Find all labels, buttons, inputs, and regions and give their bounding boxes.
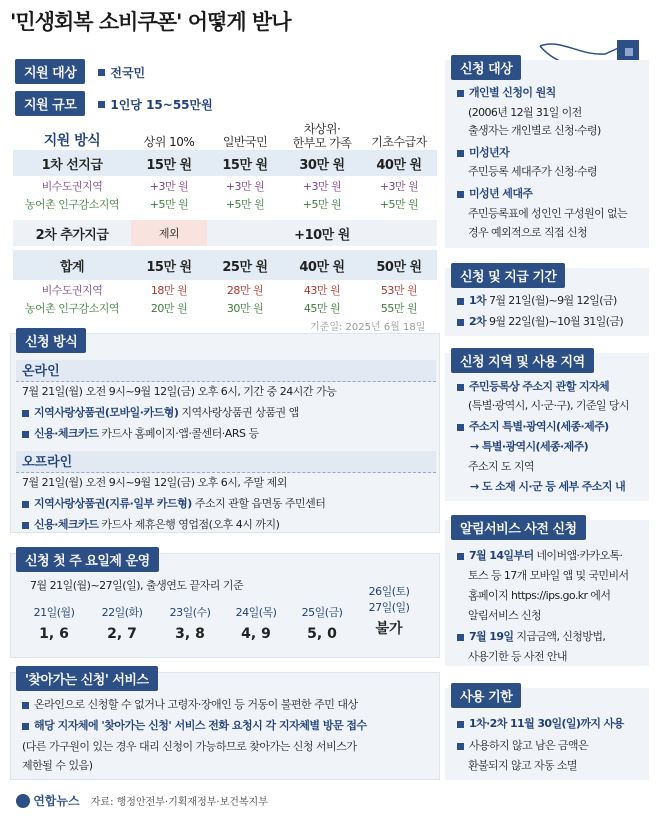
table-cell: +5만 원 — [225, 198, 265, 211]
weekday-day: 21일(월) 1, 6 — [33, 606, 75, 642]
right-region-label: 신청 지역 및 사용 지역 — [451, 348, 594, 373]
footer — [16, 792, 268, 809]
table-cell: 18만 원 — [150, 284, 188, 297]
right-period-label: 신청 및 지급 기간 — [451, 263, 565, 288]
visit-line: (다른 가구원이 있는 경우 대리 신청이 가능하므로 찾아가는 신청 서비스가 — [22, 740, 357, 753]
right-line: 주소지 특별·광역시(세종·제주) — [457, 418, 609, 434]
weekday-desc: 7월 21일(월)~27일(일), 출생연도 끝자리 기준 — [30, 579, 244, 592]
table-cell: 43만 원 — [303, 284, 341, 297]
right-line: 주민등록 세대주가 신청·수령 — [468, 165, 598, 178]
scale-label: 지원 규모 — [15, 91, 85, 116]
second-label: 2차 추가지급 — [13, 220, 131, 246]
visit-line: 제한될 수 있음) — [22, 759, 93, 772]
offline-line: 지역사랑상품권(지류·일부 카드형) 주소지 관할 읍면동 주민센터 — [22, 495, 325, 511]
col-header: 일반국민 — [222, 135, 268, 149]
support-table — [13, 120, 437, 320]
offline-line: 신용·체크카드 카드사 제휴은행 영업점(오후 4시 까지) — [22, 516, 279, 532]
table-cell: 30만 원 — [226, 302, 264, 315]
target-row — [15, 59, 145, 84]
right-line: 알림서비스 신청 — [468, 609, 542, 622]
table-cell: 15만 원 — [222, 157, 268, 173]
table-cell: +3만 원 — [302, 180, 342, 193]
table-cell: 15만 원 — [146, 157, 192, 173]
table-cell: 15만 원 — [146, 259, 192, 275]
weekday-day: 24일(목) 4, 9 — [235, 606, 277, 642]
right-line: 1차 7월 21일(월)~9월 12일(금) — [457, 292, 617, 308]
online-line: 신용·체크카드 카드사 홈페이지·앱·콜센터·ARS 등 — [22, 425, 259, 441]
table-cell: +3만 원 — [379, 180, 419, 193]
logo-text: 연합뉴스 — [33, 794, 80, 808]
right-line: 주민등록표에 성인인 구성원이 없는 — [468, 207, 628, 220]
page-title: '민생회복 소비쿠폰' 어떻게 받나 — [10, 10, 291, 34]
table-cell: 25만 원 — [222, 259, 268, 275]
right-line: → 특별·광역시(세종·제주) — [470, 440, 589, 453]
col-header: 상위 10% — [143, 135, 195, 149]
right-alarm-label: 알림서비스 사전 신청 — [451, 515, 586, 540]
right-target-label: 신청 대상 — [451, 55, 521, 80]
bullet-icon — [98, 101, 105, 108]
online-head: 온라인 — [16, 360, 436, 382]
table-cell: +5만 원 — [379, 198, 419, 211]
col-header: 기초수급자 — [371, 135, 427, 149]
target-value: 전국민 — [110, 66, 146, 80]
table-cell: +5만 원 — [149, 198, 189, 211]
right-line: 7월 19일 지급금액, 신청방법, — [457, 628, 605, 644]
table-cell: +3만 원 — [225, 180, 265, 193]
visit-line: 해당 지자체에 '찾아가는 신청' 서비스 전화 요청시 각 지자체별 방문 접수 — [22, 717, 367, 733]
right-deadline-label: 사용 기한 — [451, 683, 521, 708]
right-line: 출생자는 개인별로 신청·수령) — [468, 124, 601, 137]
table-cell: 55만 원 — [380, 302, 418, 315]
scale-row — [15, 91, 213, 116]
right-line: 환불되지 않고 자동 소멸 — [468, 759, 577, 772]
method-label: 신청 방식 — [16, 328, 86, 353]
weekday-day: 26일(토) 27일(일) 불가 — [368, 585, 410, 637]
logo-icon — [16, 794, 30, 808]
first-label: 1차 선지급 — [41, 157, 103, 173]
right-line: 1차·2차 11월 30일(일)까지 사용 — [457, 715, 624, 731]
online-line: 7월 21일(월) 오전 9시~9월 12일(금) 오후 6시, 기간 중 24시간 가능 — [22, 385, 337, 398]
weekday-day: 25일(금) 5, 0 — [301, 606, 343, 642]
target-label: 지원 대상 — [15, 59, 85, 84]
bullet-icon — [98, 69, 105, 76]
second-value: +10만 원 — [207, 220, 437, 246]
right-line: 개인별 신청이 원칙 — [457, 84, 556, 100]
table-corner: 지원 방식 — [43, 133, 101, 149]
sub-label: 비수도권지역 — [41, 180, 103, 193]
table-note: 기준일: 2025년 6월 18일 — [310, 322, 426, 333]
right-line: 미성년자 — [457, 144, 509, 160]
online-line: 지역사랑상품권(모바일·카드형) 지역사랑상품권 상품권 앱 — [22, 404, 299, 420]
right-line: 경우 예외적으로 직접 신청 — [468, 226, 587, 239]
table-cell: +5만 원 — [302, 198, 342, 211]
weekday-label: 신청 첫 주 요일제 운영 — [16, 547, 159, 572]
right-line: 7월 14일부터 네이버앱·카카오톡· — [457, 547, 622, 563]
right-line: 주민등록상 주소지 관할 지자체 — [457, 378, 609, 394]
right-line: 토스 등 17개 모바일 앱 및 국민비서 — [468, 569, 629, 582]
right-line: 주소지 도 지역 — [468, 460, 534, 473]
right-line: 홈페이지 https://ips.go.kr 에서 — [468, 589, 611, 602]
table-cell: 45만 원 — [303, 302, 341, 315]
right-line: 미성년 세대주 — [457, 185, 532, 201]
table-cell: 30만 원 — [299, 157, 345, 173]
weekday-day: 22일(화) 2, 7 — [101, 606, 143, 642]
sub-label: 농어촌 인구감소지역 — [24, 198, 120, 211]
table-cell: 20만 원 — [150, 302, 188, 315]
sub-label: 비수도권지역 — [41, 284, 103, 297]
table-cell: +3만 원 — [149, 180, 189, 193]
col-header: 차상위· 한부모 가족 — [292, 122, 352, 150]
excluded-cell: 제외 — [131, 220, 207, 246]
table-cell: 40만 원 — [376, 157, 422, 173]
visit-label: '찾아가는 신청' 서비스 — [16, 666, 158, 691]
weekday-day: 23일(수) 3, 8 — [169, 606, 211, 642]
right-line: (특별·광역시, 시·군·구), 기준일 당시 — [468, 399, 629, 412]
table-cell: 53만 원 — [380, 284, 418, 297]
right-line: 사용기한 등 사전 안내 — [468, 650, 567, 663]
offline-head: 오프라인 — [16, 451, 436, 473]
right-line: 사용하지 않고 남은 금액은 — [457, 737, 588, 753]
total-label: 합계 — [59, 259, 85, 275]
right-line: → 도 소재 시·군 등 세부 주소지 내 — [470, 480, 626, 493]
table-cell: 50만 원 — [376, 259, 422, 275]
table-cell: 28만 원 — [226, 284, 264, 297]
right-line: (2006년 12월 31일 이전 — [468, 106, 582, 119]
right-line: 2차 9월 22일(월)~10월 31일(금) — [457, 313, 623, 329]
visit-line: 온라인으로 신청할 수 없거나 고령자·장애인 등 거동이 불편한 주민 대상 — [22, 696, 358, 712]
sub-label: 농어촌 인구감소지역 — [24, 302, 120, 315]
offline-line: 7월 21일(월) 오전 9시~9월 12일(금) 오후 6시, 주말 제외 — [22, 476, 287, 489]
scale-value: 1인당 15~55만원 — [110, 98, 213, 112]
source-text: 자료: 행정안전부·기획재정부·보건복지부 — [90, 797, 268, 808]
table-cell: 40만 원 — [299, 259, 345, 275]
